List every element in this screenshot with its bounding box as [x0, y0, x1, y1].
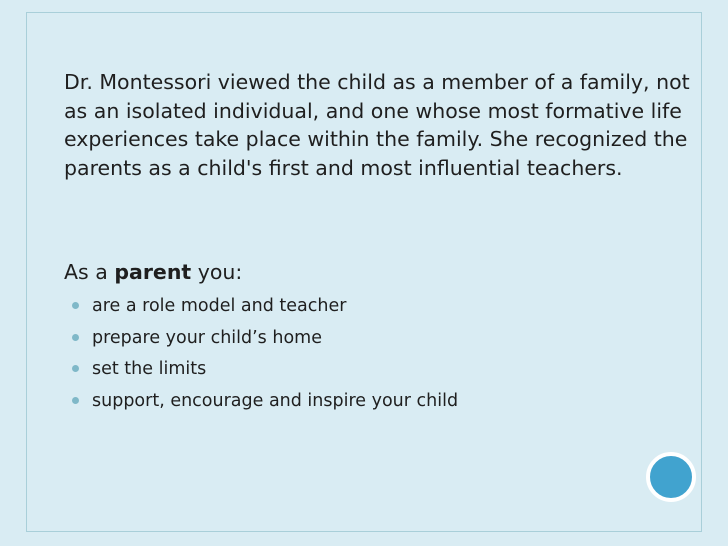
list-item — [72, 386, 458, 418]
list-item-text: set the limits — [92, 359, 207, 379]
body-paragraph: Dr. Montessori viewed the child as a member of a family, not as an isolated individual, and one whose most formative life experiences take place within the family. She recognized the parents as a child's first and most influential teachers. — [64, 70, 690, 180]
bullet-icon — [72, 334, 79, 341]
intro-suffix: you: — [191, 260, 243, 284]
bullet-icon — [72, 365, 79, 372]
bullet-icon — [72, 302, 79, 309]
bullet-icon — [72, 397, 79, 404]
list-item — [72, 323, 458, 355]
list-item-text: are a role model and teacher — [92, 296, 347, 316]
list-item-text: prepare your child’s home — [92, 327, 322, 348]
list-item — [72, 354, 458, 386]
decorative-circle-icon — [646, 452, 696, 502]
list-item — [72, 291, 458, 323]
list-item-text: support, encourage and inspire your child — [92, 390, 459, 411]
intro-prefix: As a — [64, 260, 115, 284]
intro-bold-word: parent — [114, 260, 192, 284]
parent-roles-list — [72, 291, 458, 417]
parent-intro-line — [64, 258, 242, 286]
